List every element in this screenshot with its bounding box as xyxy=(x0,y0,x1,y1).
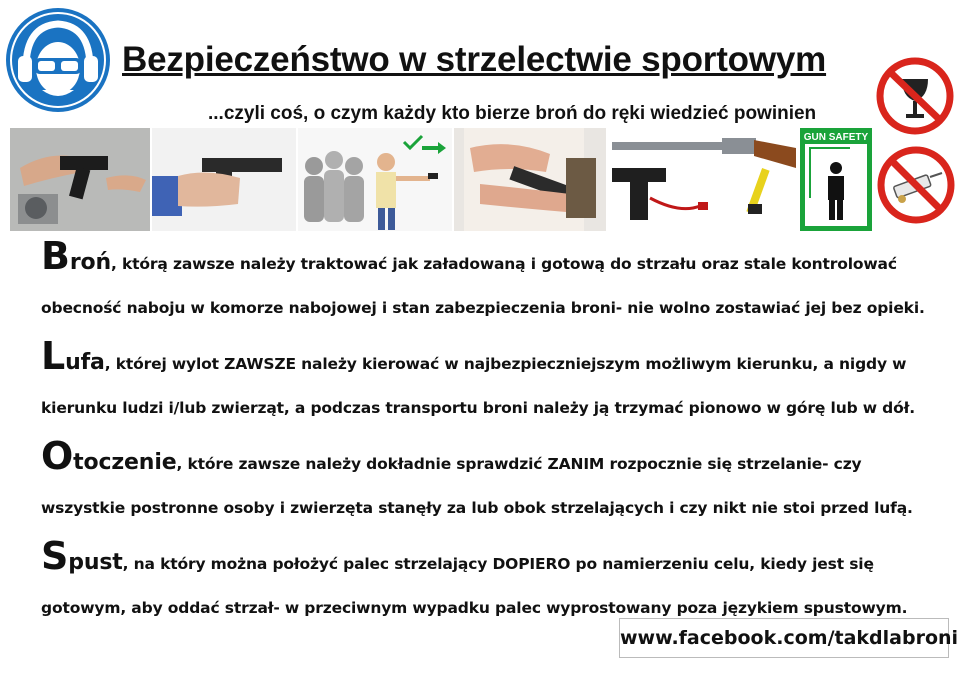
rule-keyword-rest: ufa xyxy=(65,350,105,375)
rule-keyword-rest: toczenie xyxy=(73,450,177,475)
rule-text: , które zawsze należy dokładnie sprawdzić ZANIM rozpocznie się strzelanie- czy xyxy=(176,455,862,473)
rule-text: , którą zawsze należy traktować jak załadowaną i gotową do strzału oraz stale kontrolować xyxy=(111,255,897,273)
rule-initial: L xyxy=(41,334,66,378)
gun-safety-sign xyxy=(800,128,872,231)
rule-line-2: kierunku ludzi i/lub zwierząt, a podczas transportu broni należy ją trzymać pionowo w górę lub w dół. xyxy=(41,399,915,417)
rule-spust xyxy=(41,534,941,630)
page-title: Bezpieczeństwo w strzelectwie sportowym xyxy=(122,40,827,79)
holster-draw-photo xyxy=(454,128,606,231)
hand-pistol-photo xyxy=(152,128,296,231)
rifle-pistol-locks-photo xyxy=(608,128,798,231)
rule-line-1 xyxy=(41,534,941,586)
rule-line-2: gotowym, aby oddać strzał- w przeciwnym wypadku palec wyprostowany poza językiem spustowym. xyxy=(41,599,908,617)
rule-line-2: wszystkie postronne osoby i zwierzęta stanęły za lub obok strzelających i czy nikt nie stoi przed lufą. xyxy=(41,499,913,517)
rule-keyword-rest: pust xyxy=(68,550,123,575)
rule-line-1 xyxy=(41,434,941,486)
rule-text: , na który można położyć palec strzelający DOPIERO po namierzeniu celu, kiedy jest się xyxy=(122,555,874,573)
rule-text: , której wylot ZAWSZE należy kierować w najbezpieczniejszym możliwym kierunku, a nigdy w xyxy=(104,355,907,373)
rule-initial: O xyxy=(41,434,74,478)
rule-otoczenie xyxy=(41,434,941,530)
pistol-handover-photo xyxy=(10,128,150,231)
rule-keyword-rest: roń xyxy=(69,250,112,275)
facebook-link[interactable]: www.facebook.com/takdlabroni xyxy=(619,618,949,658)
rule-line-2: obecność naboju w komorze nabojowej i stan zabezpieczenia broni- nie wolno zostawiać jej bez opieki. xyxy=(41,299,925,317)
shooter-bystanders-illustration xyxy=(298,128,452,231)
rule-initial: B xyxy=(41,234,70,278)
gun-safety-label: GUN SAFETY xyxy=(803,132,869,143)
no-drugs-icon xyxy=(876,145,956,225)
safety-photo-strip xyxy=(10,128,872,231)
hearing-eye-protection-icon xyxy=(4,6,112,114)
rule-line-1 xyxy=(41,334,941,386)
rule-initial: S xyxy=(41,534,69,578)
rule-bron xyxy=(41,234,941,330)
page-subtitle: ...czyli coś, o czym każdy kto bierze broń do ręki wiedzieć powinien xyxy=(208,103,817,124)
rule-line-1 xyxy=(41,234,941,286)
rule-lufa xyxy=(41,334,941,430)
no-alcohol-icon xyxy=(876,57,954,135)
